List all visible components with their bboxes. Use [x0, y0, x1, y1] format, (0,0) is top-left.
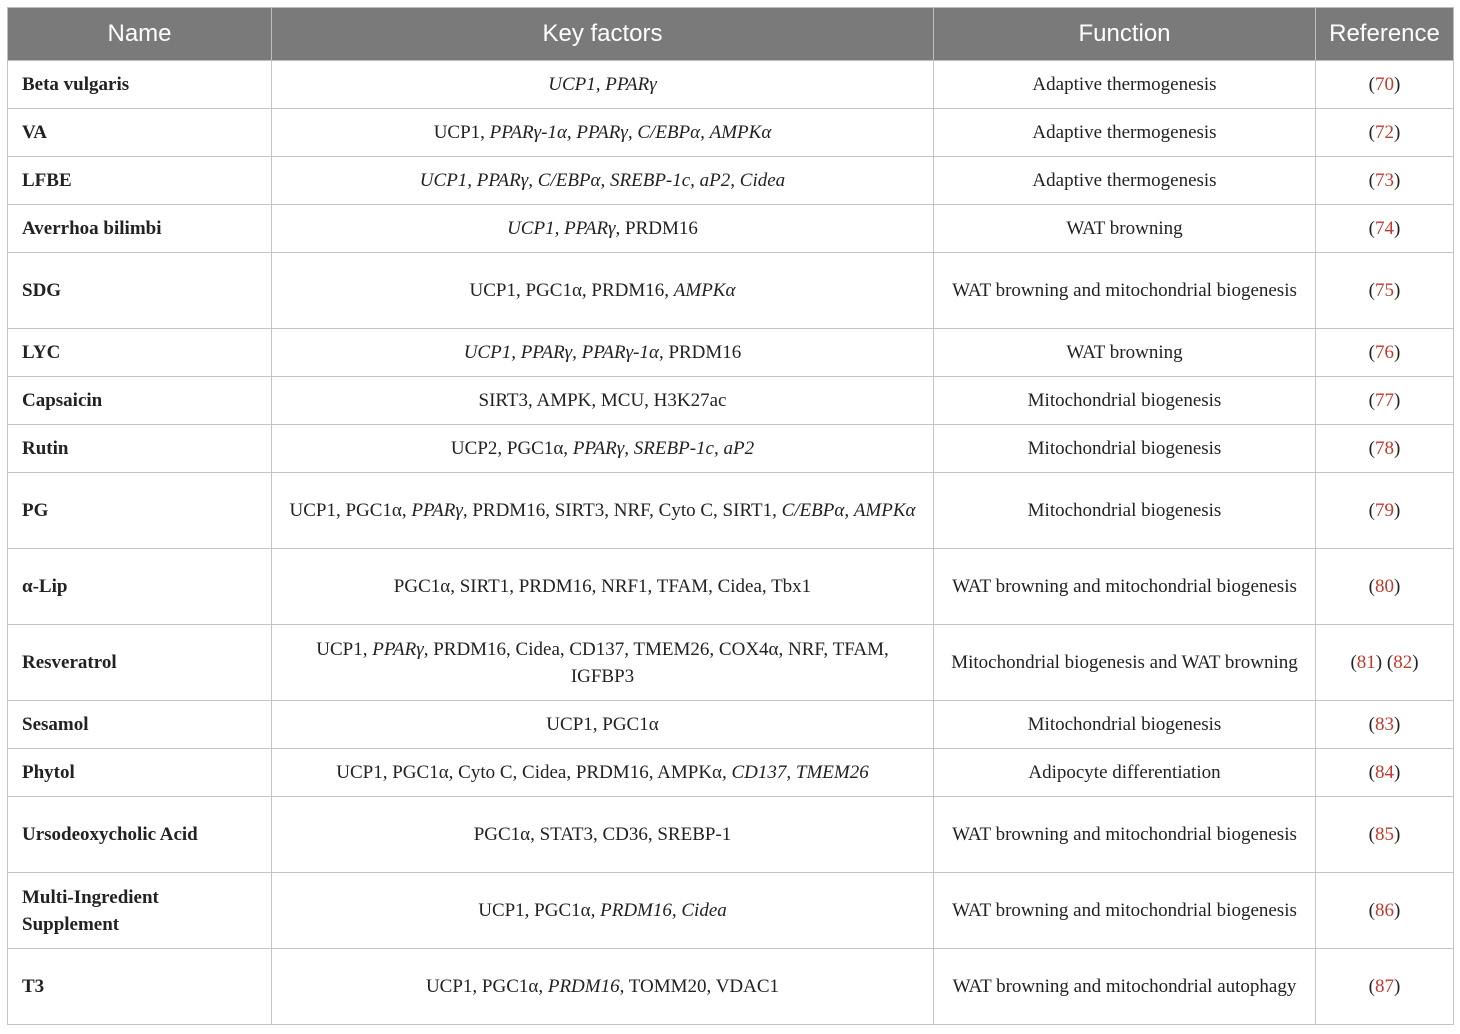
table-row: [8, 797, 1454, 873]
table-body: [8, 61, 1454, 1025]
cell-name: SDG: [8, 253, 272, 329]
cell-name: LYC: [8, 329, 272, 377]
factor-segment: C/EBPα, AMPKα: [781, 500, 916, 521]
cell-reference: (87): [1316, 949, 1454, 1025]
reference-link[interactable]: 83: [1375, 714, 1394, 735]
table-row: [8, 473, 1454, 549]
cell-function: Mitochondrial biogenesis: [934, 377, 1316, 425]
reference-link[interactable]: 85: [1375, 824, 1394, 845]
cell-name: Phytol: [8, 749, 272, 797]
table-row: [8, 329, 1454, 377]
cell-function: Mitochondrial biogenesis and WAT browning: [934, 625, 1316, 701]
table-row: [8, 109, 1454, 157]
factor-segment: PPARγ-1α, PPARγ, C/EBPα, AMPKα: [489, 122, 772, 143]
cell-function: WAT browning and mitochondrial biogenesis: [934, 873, 1316, 949]
reference-link[interactable]: 70: [1375, 74, 1394, 95]
cell-name: VA: [8, 109, 272, 157]
cell-key-factors: [272, 329, 934, 377]
cell-reference: (80): [1316, 549, 1454, 625]
cell-name: Resveratrol: [8, 625, 272, 701]
factor-segment: UCP1, PGC1α: [425, 976, 539, 997]
table-row: [8, 625, 1454, 701]
reference-link[interactable]: 75: [1375, 280, 1394, 301]
header-row: [8, 8, 1454, 61]
factor-segment: PPARγ: [411, 500, 463, 521]
cell-function: Adaptive thermogenesis: [934, 109, 1316, 157]
cell-name: Averrhoa bilimbi: [8, 205, 272, 253]
factor-segment: , TOMM20, VDAC1: [619, 976, 780, 997]
cell-reference: (70): [1316, 61, 1454, 109]
cell-key-factors: [272, 749, 934, 797]
reference-link[interactable]: 77: [1375, 390, 1394, 411]
cell-name: Sesamol: [8, 701, 272, 749]
table-row: [8, 61, 1454, 109]
reference-link[interactable]: 79: [1375, 500, 1394, 521]
cell-reference: (72): [1316, 109, 1454, 157]
factor-segment: UCP1, PGC1α, Cyto C, Cidea, PRDM16, AMPKα: [336, 762, 722, 783]
reference-link[interactable]: 73: [1375, 170, 1394, 191]
cell-reference: (76): [1316, 329, 1454, 377]
cell-function: WAT browning and mitochondrial biogenesis: [934, 253, 1316, 329]
reference-link[interactable]: 72: [1375, 122, 1394, 143]
reference-link[interactable]: 82: [1393, 652, 1413, 673]
header-function: Function: [934, 8, 1316, 61]
cell-reference: (74): [1316, 205, 1454, 253]
factor-segment: , PRDM16, Cidea, CD137, TMEM26, COX4α, NRF, TFAM, IGFBP3: [423, 638, 889, 687]
cell-key-factors: [272, 157, 934, 205]
cell-name: α-Lip: [8, 549, 272, 625]
cell-name: Multi-Ingredient Supplement: [8, 873, 272, 949]
factor-segment: , PRDM16, Cidea: [590, 900, 727, 921]
factor-segment: UCP1, PGC1α,: [289, 500, 412, 521]
factor-segment: PGC1α, SIRT1, PRDM16, NRF1, TFAM, Cidea, Tbx1: [393, 576, 812, 597]
cell-name: PG: [8, 473, 272, 549]
reference-link[interactable]: 87: [1375, 976, 1394, 997]
cell-function: WAT browning: [934, 329, 1316, 377]
reference-link[interactable]: 86: [1375, 900, 1394, 921]
header-reference: Reference: [1316, 8, 1454, 61]
cell-function: WAT browning and mitochondrial biogenesis: [934, 549, 1316, 625]
cell-key-factors: [272, 701, 934, 749]
table-row: [8, 873, 1454, 949]
data-table: [7, 7, 1454, 1025]
table-row: [8, 701, 1454, 749]
cell-key-factors: [272, 377, 934, 425]
cell-key-factors: [272, 253, 934, 329]
cell-key-factors: [272, 549, 934, 625]
table-row: [8, 425, 1454, 473]
reference-link[interactable]: 74: [1375, 218, 1394, 239]
cell-name: T3: [8, 949, 272, 1025]
factor-segment: PPARγ: [372, 638, 424, 660]
cell-function: Mitochondrial biogenesis: [934, 425, 1316, 473]
cell-function: Mitochondrial biogenesis: [934, 701, 1316, 749]
factor-segment: UCP1, PPARγ, C/EBPα, SREBP-1c, aP2, Cidea: [419, 170, 786, 191]
cell-reference: (73): [1316, 157, 1454, 205]
table-row: [8, 377, 1454, 425]
cell-reference: (77): [1316, 377, 1454, 425]
factor-segment: UCP1, PGC1α: [478, 900, 591, 921]
factor-segment: UCP1, PGC1α: [546, 714, 659, 735]
cell-key-factors: [272, 873, 934, 949]
header-name: Name: [8, 8, 272, 61]
cell-function: WAT browning: [934, 205, 1316, 253]
factor-segment: UCP1,: [433, 122, 490, 143]
cell-name: Ursodeoxycholic Acid: [8, 797, 272, 873]
factor-segment: UCP1, PPARγ, PPARγ-1α: [463, 342, 659, 363]
factor-segment: , PRDM16: [658, 342, 742, 363]
factor-segment: , CD137, TMEM26: [722, 762, 869, 783]
reference-link[interactable]: 78: [1375, 438, 1394, 459]
factor-segment: , PRDM16, SIRT3, NRF, Cyto C, SIRT1,: [462, 500, 782, 521]
cell-function: WAT browning and mitochondrial biogenesis: [934, 797, 1316, 873]
cell-reference: (85): [1316, 797, 1454, 873]
cell-reference: (86): [1316, 873, 1454, 949]
table-row: [8, 749, 1454, 797]
cell-function: Adipocyte differentiation: [934, 749, 1316, 797]
factor-segment: UCP1, PPARγ: [507, 218, 616, 239]
cell-reference: (84): [1316, 749, 1454, 797]
table-row: [8, 253, 1454, 329]
factor-segment: , PRDM16: [615, 218, 698, 239]
factor-segment: UCP2, PGC1α,: [450, 438, 573, 459]
reference-link[interactable]: 81: [1356, 652, 1376, 673]
cell-key-factors: [272, 425, 934, 473]
factor-segment: PPARγ, SREBP-1c, aP2: [572, 438, 755, 459]
cell-key-factors: [272, 625, 934, 701]
cell-key-factors: [272, 797, 934, 873]
cell-key-factors: [272, 205, 934, 253]
cell-name: LFBE: [8, 157, 272, 205]
table-row: [8, 949, 1454, 1025]
reference-link[interactable]: 76: [1375, 342, 1394, 363]
cell-name: Rutin: [8, 425, 272, 473]
factor-segment: AMPKα: [673, 280, 736, 301]
cell-reference: (79): [1316, 473, 1454, 549]
factor-segment: UCP1,: [316, 638, 373, 660]
table-row: [8, 205, 1454, 253]
table-row: [8, 549, 1454, 625]
factor-segment: UCP1, PGC1α, PRDM16,: [469, 280, 674, 301]
cell-function: Adaptive thermogenesis: [934, 157, 1316, 205]
cell-key-factors: [272, 949, 934, 1025]
cell-function: Mitochondrial biogenesis: [934, 473, 1316, 549]
cell-key-factors: [272, 109, 934, 157]
cell-reference: (75): [1316, 253, 1454, 329]
table-row: [8, 157, 1454, 205]
header-key-factors: Key factors: [272, 8, 934, 61]
cell-key-factors: [272, 61, 934, 109]
factor-segment: UCP1, PPARγ: [548, 74, 657, 95]
cell-reference: (78): [1316, 425, 1454, 473]
table-container: [7, 7, 1453, 1025]
factor-segment: SIRT3, AMPK, MCU, H3K27ac: [478, 390, 727, 411]
factor-segment: PGC1α, STAT3, CD36, SREBP-1: [473, 824, 732, 845]
cell-reference: (83): [1316, 701, 1454, 749]
cell-name: Capsaicin: [8, 377, 272, 425]
cell-name: Beta vulgaris: [8, 61, 272, 109]
reference-link[interactable]: 80: [1375, 576, 1394, 597]
cell-function: WAT browning and mitochondrial autophagy: [934, 949, 1316, 1025]
cell-key-factors: [272, 473, 934, 549]
cell-reference: (81) (82): [1316, 625, 1454, 701]
reference-link[interactable]: 84: [1375, 762, 1394, 783]
cell-function: Adaptive thermogenesis: [934, 61, 1316, 109]
factor-segment: , PRDM16: [538, 976, 620, 997]
